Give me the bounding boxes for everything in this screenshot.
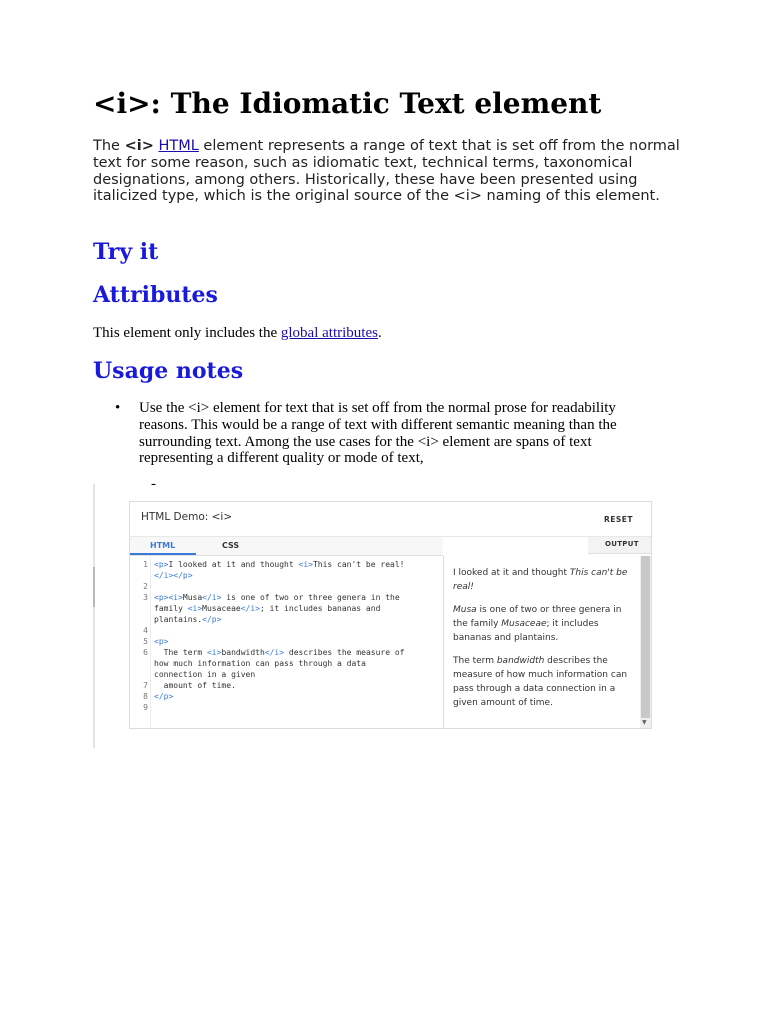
output-text: describes the measure of how much information can pass through a data connection in a given amount of time. (453, 656, 628, 708)
reset-button[interactable]: RESET (603, 515, 633, 524)
intro-tag: <i> (124, 138, 154, 154)
code-content: is one of two or three genera in the (221, 593, 400, 602)
code-text (154, 647, 404, 658)
code-content: The term (154, 648, 207, 657)
tab-css[interactable]: CSS (222, 541, 240, 550)
output-paragraph (453, 603, 637, 645)
intro-text-3: element represents a range of text that is set off from the normal text for some reason, such as idiomatic text, technical terms, taxonomical designations, among others. Historically, these have been presented using italicized type, which is the original source of the (93, 138, 680, 205)
html-demo-widget (129, 501, 652, 729)
code-content: plantains. (154, 615, 203, 624)
list-item (93, 400, 653, 467)
output-text: I looked at it and thought (453, 568, 570, 578)
output-italic-text: This can't be real! (453, 568, 628, 592)
code-line (130, 636, 443, 647)
code-text (154, 592, 400, 603)
code-line (130, 581, 443, 592)
code-line (130, 614, 443, 625)
output-pane (445, 556, 641, 728)
attributes-text: This element only includes the (93, 325, 281, 341)
output-tab (588, 537, 651, 554)
demo-frame (93, 484, 653, 748)
code-line (130, 592, 443, 603)
usage-list (93, 400, 653, 467)
output-scrollbar[interactable] (640, 556, 651, 728)
attributes-paragraph (93, 324, 382, 342)
intro-text-4: naming of this element. (481, 188, 660, 205)
code-tag: </p> (154, 692, 174, 701)
editor-tabs (130, 537, 443, 556)
code-tag: <p> (154, 637, 169, 646)
code-content: how much information can pass through a data (154, 659, 366, 668)
output-paragraph (453, 654, 637, 710)
line-number: 8 (143, 692, 148, 701)
output-text: is one of two or three genera in the family (453, 605, 622, 629)
frame-scrollbar-thumb[interactable] (93, 567, 95, 607)
code-line (130, 647, 443, 658)
code-line (130, 658, 443, 669)
output-italic-text: bandwidth (496, 656, 545, 666)
line-number: 2 (143, 582, 148, 591)
code-text (154, 691, 173, 702)
code-content: I looked at it and thought (168, 560, 299, 569)
code-line (130, 680, 443, 691)
intro-paragraph (93, 138, 683, 205)
page-title: <i>: The Idiomatic Text element (93, 87, 602, 120)
code-line (130, 669, 443, 680)
code-content: ; it includes bananas and (259, 604, 381, 613)
active-tab-indicator (130, 553, 196, 555)
code-tag: <p> (154, 560, 169, 569)
usage-notes-heading: Usage notes (93, 358, 244, 384)
code-tag: </p> (202, 615, 222, 624)
code-text (154, 680, 236, 691)
code-content: connection in a given (154, 670, 256, 679)
code-text (154, 559, 404, 570)
code-tag: </i> (202, 593, 222, 602)
code-tag: <i> (187, 604, 203, 613)
code-tag: <i> (298, 560, 313, 569)
code-line (130, 625, 443, 636)
attributes-text-end: . (377, 325, 382, 341)
line-number: 6 (143, 648, 148, 657)
code-text (154, 570, 193, 581)
code-content: This can't be real! (312, 560, 405, 569)
code-line (130, 691, 443, 702)
line-number: 1 (143, 560, 148, 569)
output-italic-text: Musa (453, 605, 477, 615)
dash-text: - (151, 476, 156, 492)
try-it-heading: Try it (93, 239, 159, 265)
code-text (154, 603, 380, 614)
line-number: 4 (143, 626, 148, 635)
attributes-heading: Attributes (93, 282, 218, 308)
code-content: describes the measure of (284, 648, 405, 657)
code-editor[interactable] (130, 556, 444, 728)
code-line (130, 559, 443, 570)
code-text (154, 658, 366, 669)
code-line (130, 603, 443, 614)
usage-bullet-text: Use the <i> element for text that is set off from the normal prose for readability reasons. This would be a range of text with different semantic meaning than the surrounding text. Among the use cases for the <i> element are spans of text representing a different quality or mode of text, (139, 400, 617, 467)
code-text (154, 669, 255, 680)
output-paragraph (453, 566, 637, 594)
code-tag: </i> (264, 648, 285, 657)
code-text (154, 636, 168, 647)
output-italic-text: Musaceae (501, 619, 547, 629)
code-content: amount of time. (154, 681, 236, 690)
output-scrollbar-thumb[interactable] (641, 556, 650, 718)
line-number: 7 (143, 681, 148, 690)
code-text (154, 614, 221, 625)
code-content: Musa (182, 593, 203, 602)
output-text: ; it includes bananas and plantains. (453, 619, 599, 643)
intro-text-1: The (93, 138, 125, 154)
scroll-down-arrow-icon[interactable]: ▼ (642, 719, 647, 726)
demo-title: HTML Demo: <i> (141, 511, 233, 523)
code-content: Musaceae (202, 604, 241, 613)
code-tag: </i></p> (154, 571, 193, 580)
frame-scrollbar[interactable] (93, 484, 95, 748)
tab-html[interactable]: HTML (150, 541, 176, 550)
output-label: OUTPUT (605, 540, 639, 548)
line-number: 3 (143, 593, 148, 602)
demo-header (130, 502, 651, 537)
bullet-icon: • (115, 400, 121, 416)
global-attributes-link[interactable]: global attributes (280, 325, 378, 341)
line-number: 9 (143, 703, 148, 712)
code-line (130, 570, 443, 581)
html-link[interactable]: HTML (158, 138, 199, 154)
code-tag: </i> (240, 604, 260, 613)
code-content: family (154, 604, 188, 613)
intro-tag-2: <i> (453, 188, 482, 205)
code-content: bandwidth (221, 648, 265, 657)
output-text: The term (453, 656, 497, 666)
line-number: 5 (143, 637, 148, 646)
code-tag: <i> (206, 648, 222, 657)
code-tag: <p><i> (154, 593, 183, 602)
code-line (130, 702, 443, 713)
